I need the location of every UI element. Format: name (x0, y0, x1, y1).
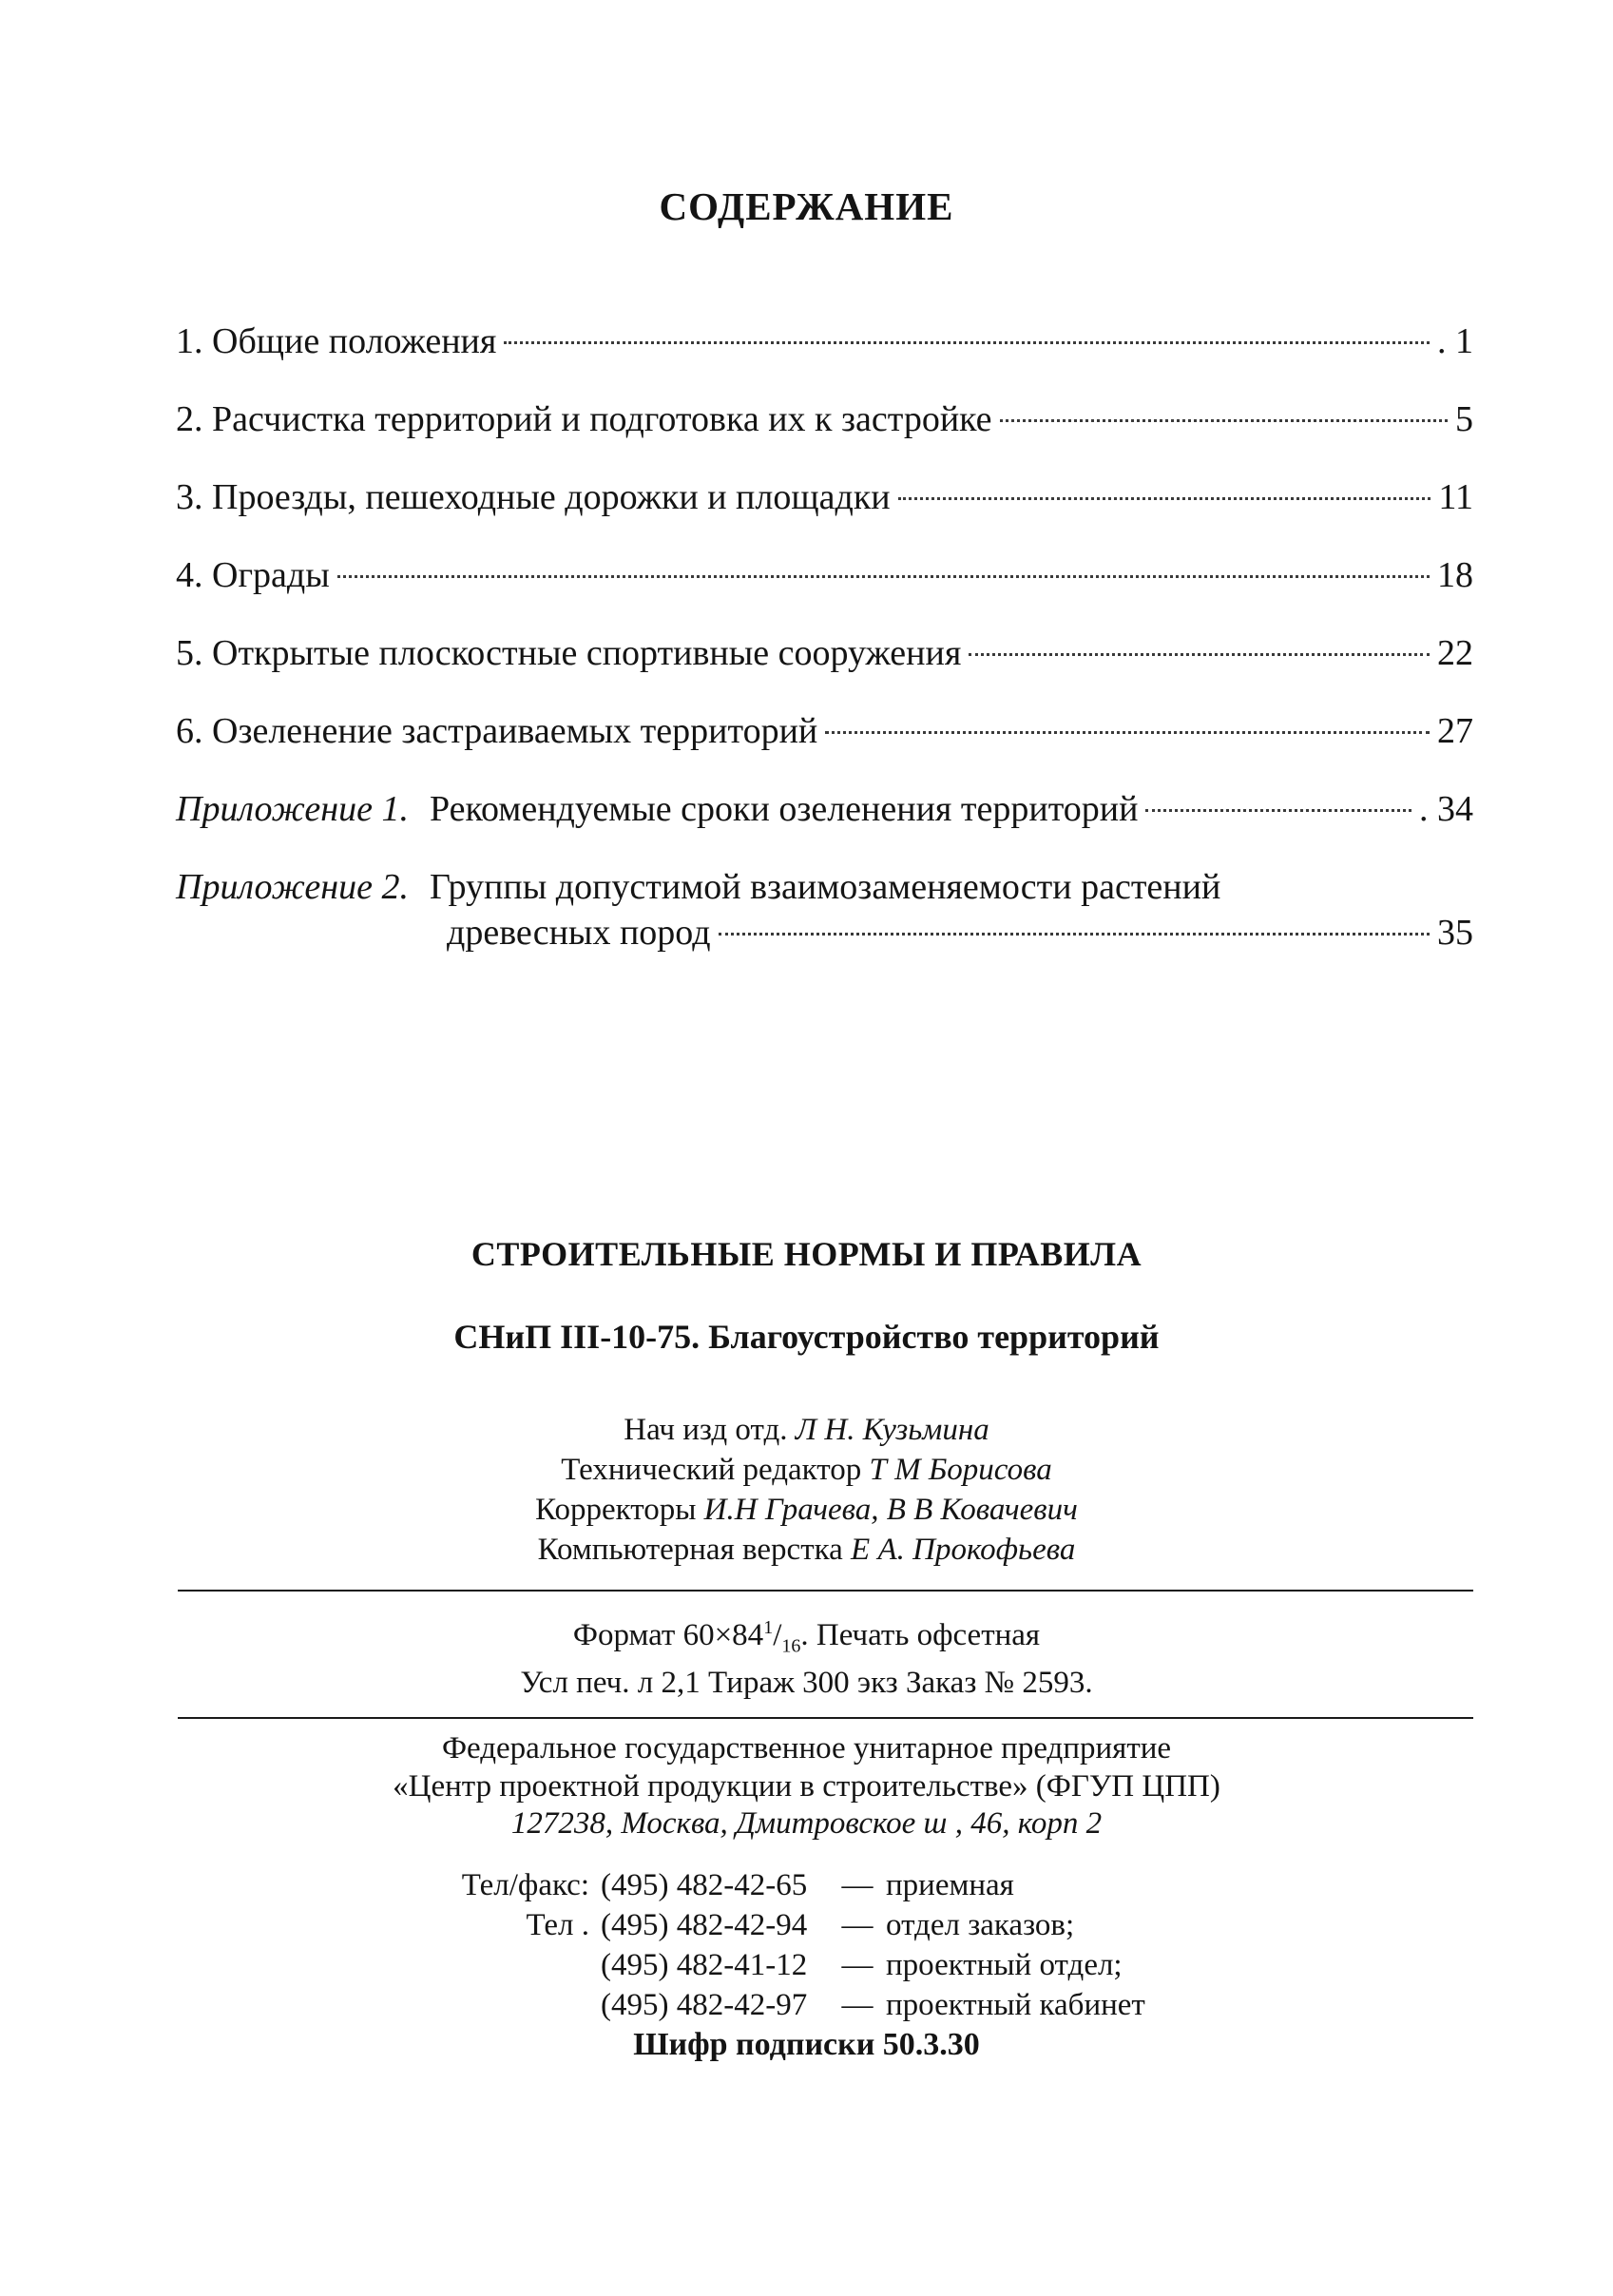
format-line: Формат $60\times 84^1/_{16}$. Печать офсетная (572, 1617, 1041, 1657)
appendix-2-page: 35 (1437, 913, 1473, 953)
appendix-1-prefix: Приложение 1. (176, 789, 409, 829)
appendix-1-title: Рекомендуемые сроки озеленения территорий (429, 789, 1139, 829)
appendix-1-page: . 34 (1419, 789, 1473, 829)
print-info: Усл печ. л 2,1 Тираж 300 экз Заказ № 2593. (520, 1666, 1093, 1700)
dot-leader (969, 653, 1430, 656)
phone-number: (495) 482-42-94 (601, 1908, 808, 1942)
dot-leader (1000, 419, 1448, 422)
toc-entry-page: . 1 (1437, 321, 1473, 361)
toc-entry-label: 5. Открытые плоскостные спортивные сооружения (176, 633, 962, 673)
phone-department: приемная (886, 1868, 1014, 1902)
phone-label (428, 1945, 601, 1985)
toc-entry[interactable] (176, 630, 1473, 708)
dot-leader (504, 341, 1430, 344)
credit-name: Е А. Прокофьева (851, 1533, 1076, 1567)
divider (178, 1717, 1473, 1719)
phone-department: проектный отдел; (886, 1948, 1123, 1982)
contents-title: СОДЕРЖАНИЕ (659, 184, 954, 228)
toc-appendix-1[interactable] (176, 786, 1473, 864)
phone-label: Тел . (526, 1908, 589, 1942)
toc-entry-page: 27 (1437, 711, 1473, 751)
toc-entry-label: 4. Ограды (176, 555, 330, 595)
toc-entry[interactable] (176, 396, 1473, 474)
credit-role: Нач изд отд. (624, 1413, 788, 1447)
phone-row: (495) 482-41-12 — проектный отдел; (428, 1945, 1283, 1985)
phone-number: (495) 482-41-12 (601, 1948, 808, 1982)
subscription-cipher: Шифр подписки 50.3.30 (633, 2027, 980, 2062)
credit-line (0, 1530, 1613, 1570)
credit-role: Компьютерная верстка (537, 1533, 843, 1567)
credit-line (0, 1410, 1613, 1450)
phone-number: (495) 482-42-97 (601, 1988, 808, 2022)
publisher-line-1: Федеральное государственное унитарное предприятие (441, 1731, 1172, 1765)
appendix-2-title-line1: Группы допустимой взаимозаменяемости растений (429, 867, 1221, 907)
toc-entry-page: 22 (1437, 633, 1473, 673)
publisher-line-2: «Центр проектной продукции в строительстве» (ФГУП ЦПП) (393, 1769, 1220, 1804)
toc-entry-page: 11 (1438, 477, 1473, 517)
toc-entry[interactable] (176, 318, 1473, 396)
toc-entry[interactable] (176, 474, 1473, 552)
phone-label: Тел/факс: (461, 1868, 589, 1902)
credit-role: Корректоры (535, 1493, 697, 1527)
credit-line (0, 1450, 1613, 1490)
credit-name: Т М Борисова (869, 1453, 1052, 1487)
toc-entry[interactable] (176, 708, 1473, 786)
phone-row: Тел/факс: (495) 482-42-65 — приемная (428, 1865, 1283, 1905)
toc-appendix-2[interactable] (176, 864, 1473, 955)
toc-entry-label: 6. Озеленение застраиваемых территорий (176, 711, 818, 751)
credit-name: Л Н. Кузьмина (795, 1413, 989, 1447)
toc-entry-label: 3. Проезды, пешеходные дорожки и площадки (176, 477, 891, 517)
toc-entry[interactable] (176, 552, 1473, 630)
phone-row: Тел . (495) 482-42-94 — отдел заказов; (428, 1905, 1283, 1945)
dot-leader (1145, 809, 1411, 812)
credit-name: И.Н Грачева, В В Ковачевич (703, 1493, 1078, 1527)
phone-label (428, 1985, 601, 2025)
toc-entry-page: 18 (1437, 555, 1473, 595)
dot-leader (337, 575, 1430, 578)
dot-leader (719, 933, 1430, 936)
dot-leader (898, 497, 1431, 500)
table-of-contents (176, 318, 1473, 955)
credit-role: Технический редактор (561, 1453, 862, 1487)
toc-entry-label: 2. Расчистка территорий и подготовка их к застройке (176, 399, 992, 439)
publisher-address: 127238, Москва, Дмитровское ш , 46, корп 2 (510, 1806, 1103, 1841)
phone-department: проектный кабинет (886, 1988, 1145, 2022)
phone-list (428, 1865, 1283, 2025)
dot-leader (825, 731, 1430, 734)
divider (178, 1590, 1473, 1592)
phone-number: (495) 482-42-65 (601, 1868, 808, 1902)
credit-line (0, 1490, 1613, 1530)
phone-row: (495) 482-42-97 — проектный кабинет (428, 1985, 1283, 2025)
appendix-2-title-line2: древесных пород (447, 913, 711, 953)
toc-entry-label: 1. Общие положения (176, 321, 497, 361)
snip-title: СНиП III-10-75. Благоустройство территорий (453, 1318, 1160, 1356)
toc-entry-page: 5 (1455, 399, 1473, 439)
norms-title: СТРОИТЕЛЬНЫЕ НОРМЫ И ПРАВИЛА (470, 1235, 1143, 1273)
credits-block (0, 1410, 1613, 1570)
phone-department: отдел заказов; (886, 1908, 1075, 1942)
appendix-2-prefix: Приложение 2. (176, 867, 409, 907)
